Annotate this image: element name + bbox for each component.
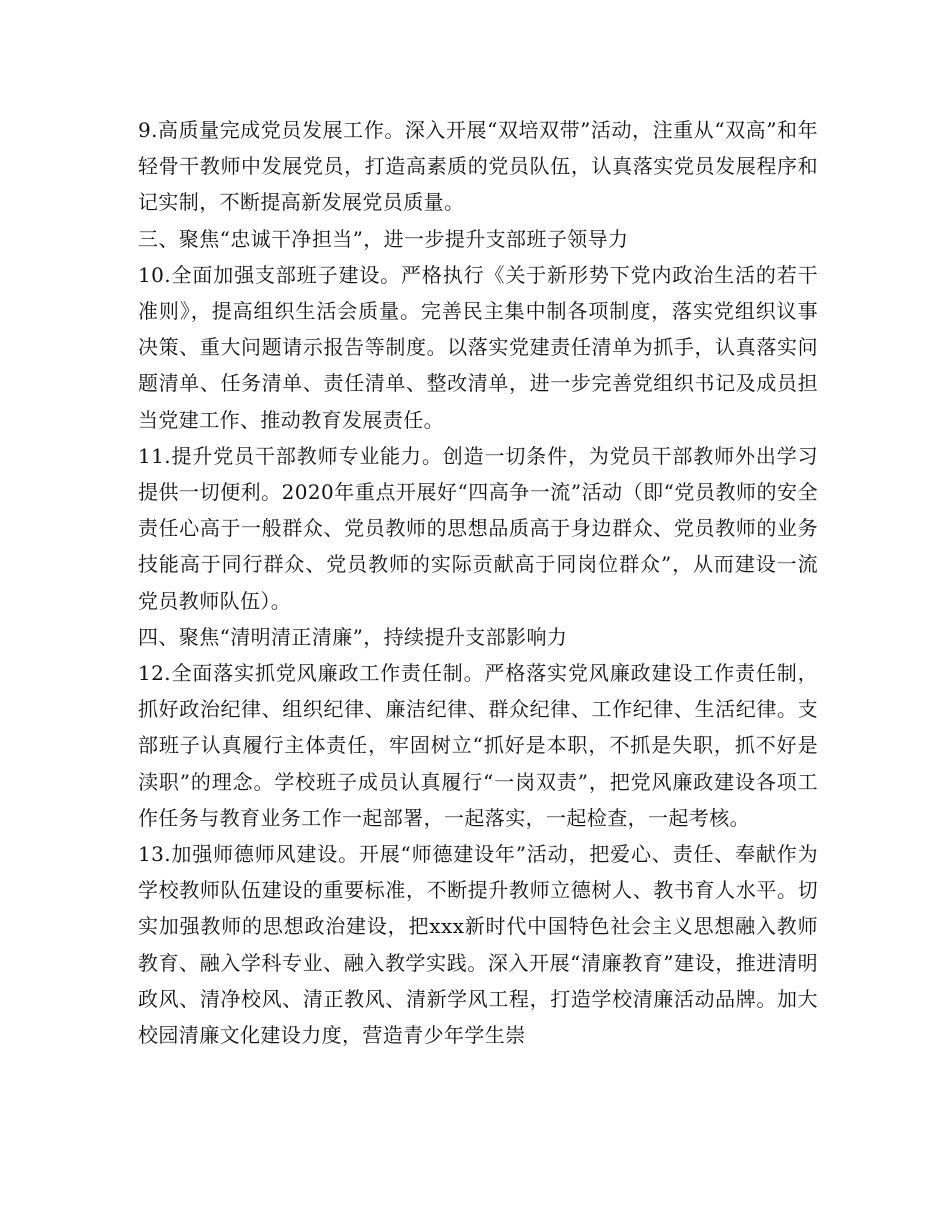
paragraph-item-13: 13.加强师德师风建设。开展“师德建设年”活动，把爱心、责任、奉献作为学校教师队伍建设的重要标准，不断提升教师立德树人、教书育人水平。切实加强教师的思想政治建设，把xxx新时代中国特色社会主义思想融入教师教育、融入学科专业、融入教学实践。深入开展“清廉教育”建设，推进清明政风、清净校风、清正教风、清新学风工程，打造学校清廉活动品牌。加大校园清廉文化建设力度，营造青少年学生崇: [138, 842, 818, 1048]
document-body: [138, 112, 818, 1053]
section-heading-4: 四、聚焦“清明清正清廉”，持续提升支部影响力: [138, 624, 568, 649]
section-heading-3: 三、聚焦“忠诚干净担当”，进一步提升支部班子领导力: [138, 226, 629, 251]
paragraph-item-10: 10.全面加强支部班子建设。严格执行《关于新形势下党内政治生活的若干准则》，提高组织生活会质量。完善民主集中制各项制度，落实党组织议事决策、重大问题请示报告等制度。以落实党建责任清单为抓手，认真落实问题清单、任务清单、责任清单、整改清单，进一步完善党组织书记及成员担当党建工作、推动教育发展责任。: [138, 262, 818, 432]
paragraph-item-9: 9.高质量完成党员发展工作。深入开展“双培双带”活动，注重从“双高”和年轻骨干教师中发展党员，打造高素质的党员队伍，认真落实党员发展程序和记实制，不断提高新发展党员质量。: [138, 118, 818, 215]
paragraph-item-12: 12.全面落实抓党风廉政工作责任制。严格落实党风廉政建设工作责任制，抓好政治纪律、组织纪律、廉洁纪律、群众纪律、工作纪律、生活纪律。支部班子认真履行主体责任，牢固树立“抓好是本职，不抓是失职，抓不好是渎职”的理念。学校班子成员认真履行“一岗双责”，把党风廉政建设各项工作任务与教育业务工作一起部署，一起落实，一起检查，一起考核。: [138, 661, 818, 830]
paragraph-item-11: 11.提升党员干部教师专业能力。创造一切条件，为党员干部教师外出学习提供一切便利。2020年重点开展好“四高争一流”活动（即“党员教师的安全责任心高于一般群众、党员教师的思想品质高于身边群众、党员教师的业务技能高于同行群众、党员教师的实际贡献高于同岗位群众”，从而建设一流党员教师队伍）。: [138, 443, 818, 613]
